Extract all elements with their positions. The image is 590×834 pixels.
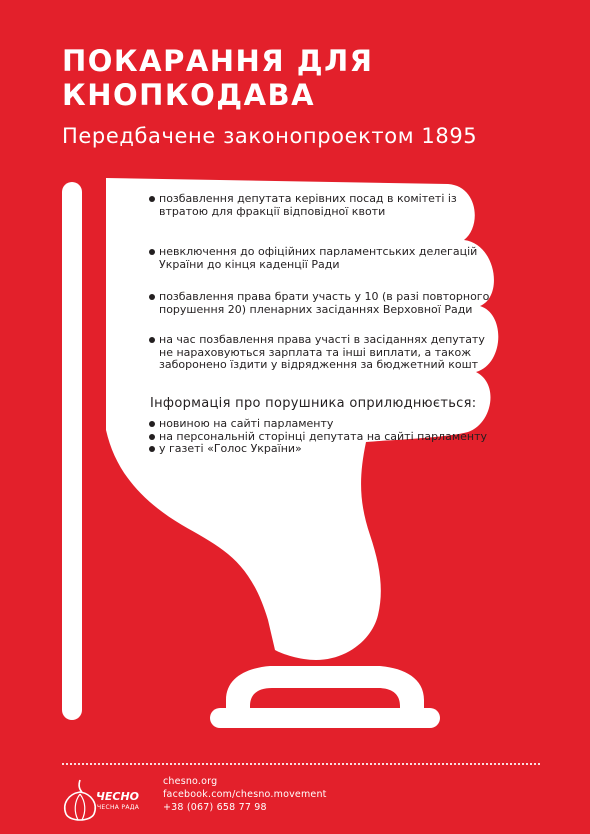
- contacts-block: [163, 775, 327, 814]
- penalties-content: [148, 193, 498, 456]
- title-line-2: КНОПКОДАВА: [62, 78, 316, 112]
- info-heading: Інформація про порушника оприлюднюється:: [150, 395, 477, 411]
- footer-divider: [62, 763, 540, 765]
- info-item: на персональній сторінці депутата на сайті парламенту: [148, 431, 498, 444]
- facebook-link[interactable]: facebook.com/chesno.movement: [163, 789, 327, 800]
- penalty-item: невключення до офіційних парламентських делегацій України до кінця каденції Ради: [148, 246, 498, 271]
- website-link[interactable]: chesno.org: [163, 776, 218, 787]
- penalty-item: на час позбавлення права участі в засіданнях депутату не нараховуються зарплата та інші виплати, а також заборонено їздити у відрядження за бюджетний кошт: [148, 334, 498, 372]
- info-item: у газеті «Голос України»: [148, 443, 498, 456]
- logo-subtitle: ЧЕСНА РАДА: [97, 804, 140, 811]
- penalty-item: позбавлення права брати участь у 10 (в разі повторного порушення 20) пленарних засіданнях Верховної Ради: [148, 291, 498, 316]
- garlic-logo-icon: [60, 776, 100, 824]
- logo-name: ЧЕСНО: [96, 790, 140, 803]
- info-list: [148, 418, 498, 456]
- phone-number: +38 (067) 658 77 98: [163, 802, 267, 813]
- penalty-item: позбавлення депутата керівних посад в комітеті із втратою для фракції відповідної квоти: [148, 193, 498, 218]
- title-line-1: ПОКАРАННЯ ДЛЯ: [62, 44, 374, 78]
- info-item: новиною на сайті парламенту: [148, 418, 498, 431]
- poster-subtitle: Передбачене законопроектом 1895: [62, 124, 478, 148]
